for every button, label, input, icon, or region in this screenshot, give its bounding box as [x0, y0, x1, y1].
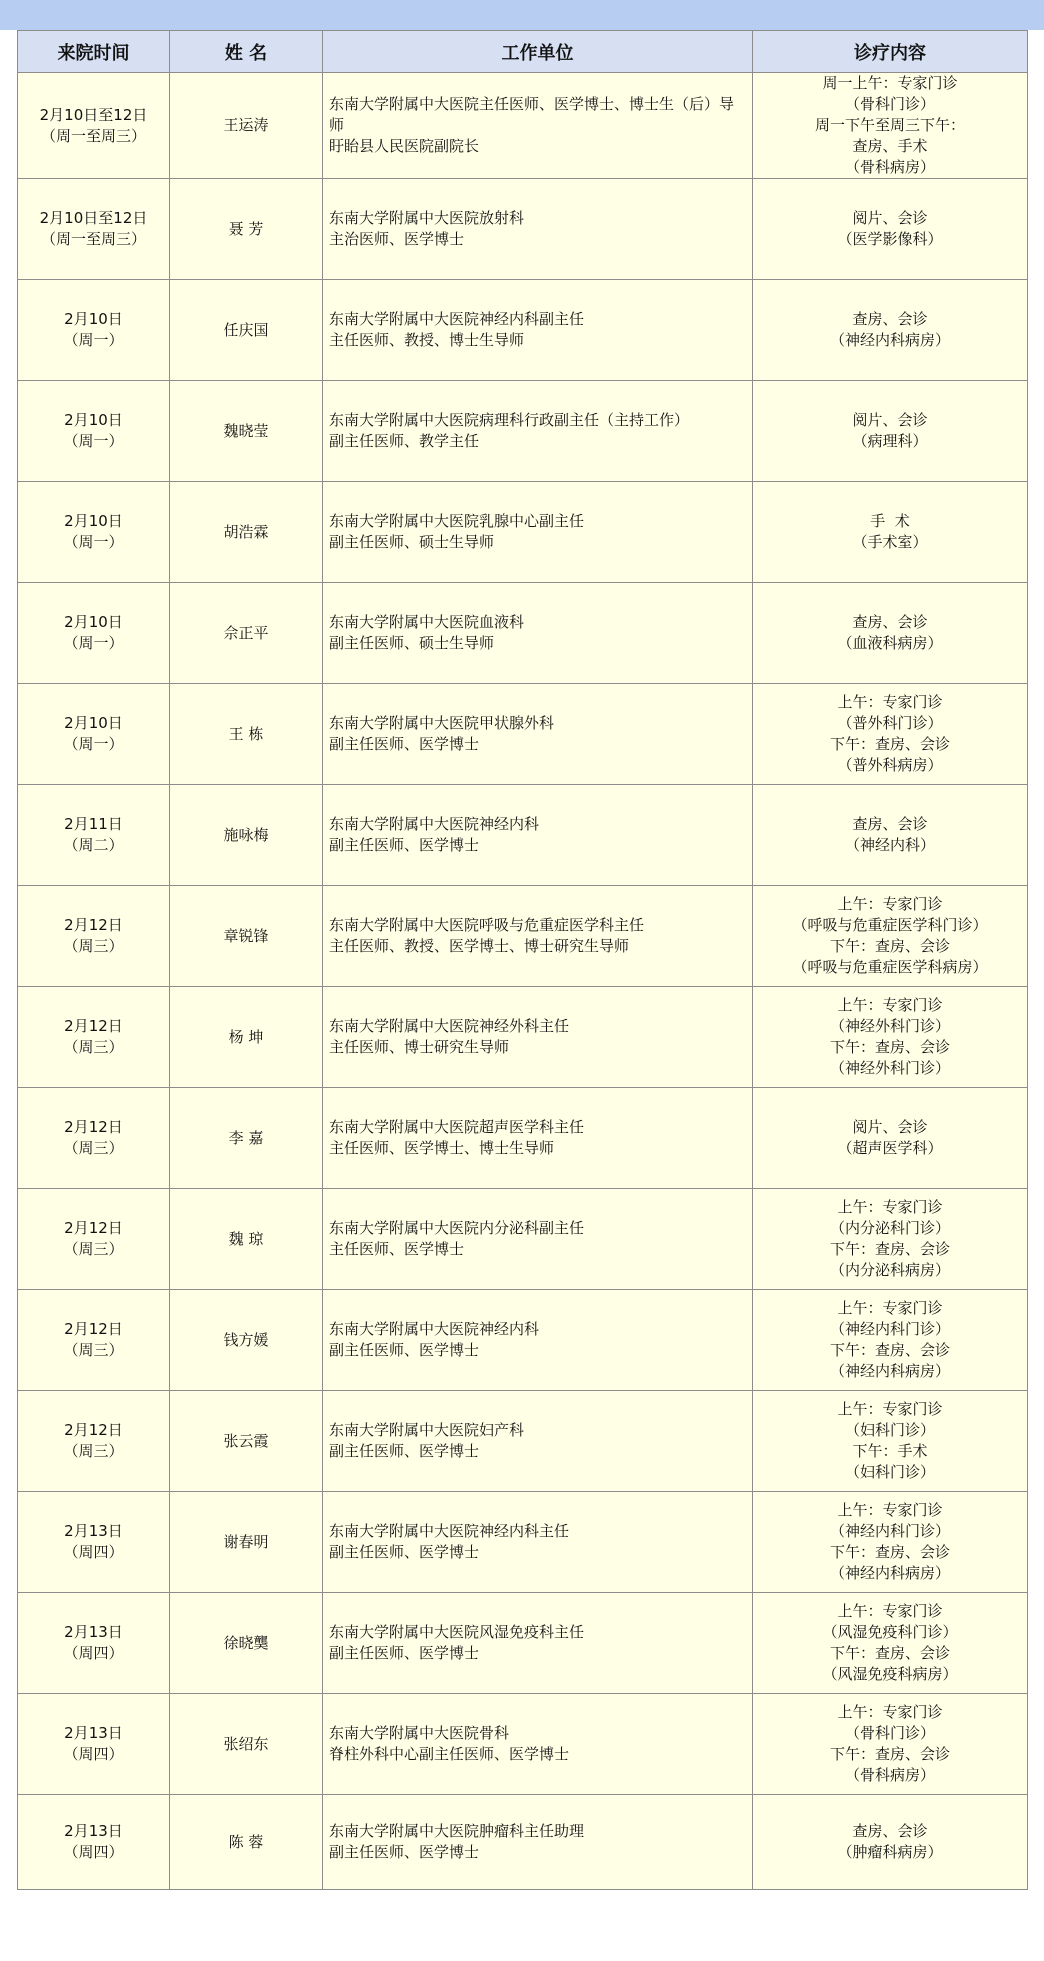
visit-time-cell-line: （周一） [63, 331, 124, 349]
treatment-cell-line: 查房、会诊 [852, 310, 928, 328]
visit-time-cell-line: （周二） [63, 836, 124, 854]
treatment-cell-line: 周一下午至周三下午： [814, 116, 965, 134]
treatment-cell-line: （呼吸与危重症医学科门诊） [792, 916, 988, 934]
treatment-cell-line: （风湿免疫科门诊） [822, 1623, 958, 1641]
work-unit-cell-line: 副主任医师、医学博士 [329, 1644, 480, 1662]
work-unit-cell-line: 东南大学附属中大医院内分泌科副主任 [329, 1219, 585, 1237]
visit-time-cell [18, 1391, 170, 1492]
doctor-name-cell: 任庆国 [170, 280, 323, 381]
treatment-cell [753, 280, 1028, 381]
work-unit-cell-line: 东南大学附属中大医院妇产科 [329, 1421, 525, 1439]
visit-time-cell-line: （周四） [63, 1644, 124, 1662]
work-unit-cell-line: 盱眙县人民医院副院长 [329, 137, 480, 155]
table-row [18, 684, 1028, 785]
work-unit-cell [323, 280, 753, 381]
work-unit-cell-line: 东南大学附属中大医院神经外科主任 [329, 1017, 570, 1035]
visit-time-cell-line: 2月10日 [64, 310, 123, 328]
work-unit-cell-line: 主任医师、博士研究生导师 [329, 1038, 510, 1056]
treatment-cell-line: 上午：专家门诊 [837, 895, 943, 913]
treatment-cell-line: （神经内科病房） [829, 1362, 950, 1380]
treatment-cell-line: 手 术 [870, 512, 910, 530]
work-unit-cell [323, 73, 753, 179]
visit-time-cell-line: 2月12日 [64, 1017, 123, 1035]
doctor-name-cell: 徐晓龑 [170, 1593, 323, 1694]
work-unit-cell-line: 副主任医师、硕士生导师 [329, 634, 495, 652]
visit-time-cell [18, 73, 170, 179]
treatment-cell-line: 下午：查房、会诊 [829, 1543, 950, 1561]
doctor-name-cell: 钱方媛 [170, 1290, 323, 1391]
treatment-cell-line: 上午：专家门诊 [837, 996, 943, 1014]
treatment-cell-line: （超声医学科） [837, 1139, 943, 1157]
visit-time-cell-line: 2月10日 [64, 714, 123, 732]
treatment-cell-line: （骨科病房） [844, 158, 935, 176]
treatment-cell-line: （手术室） [852, 533, 928, 551]
treatment-cell [753, 886, 1028, 987]
visit-time-cell [18, 583, 170, 684]
work-unit-cell-line: 东南大学附属中大医院风湿免疫科主任 [329, 1623, 585, 1641]
treatment-cell-line: 上午：专家门诊 [837, 1400, 943, 1418]
visit-time-cell-line: 2月12日 [64, 1320, 123, 1338]
visit-time-cell-line: 2月10日 [64, 512, 123, 530]
visit-time-cell [18, 280, 170, 381]
treatment-cell-line: （神经内科病房） [829, 1564, 950, 1582]
table-body [18, 73, 1028, 1890]
work-unit-cell [323, 583, 753, 684]
doctor-name-cell: 章锐锋 [170, 886, 323, 987]
doctor-name-cell: 魏 琼 [170, 1189, 323, 1290]
work-unit-cell [323, 179, 753, 280]
visit-time-cell-line: （周一） [63, 735, 124, 753]
work-unit-cell-line: 东南大学附属中大医院病理科行政副主任（主持工作） [329, 411, 690, 429]
treatment-cell [753, 785, 1028, 886]
treatment-cell-line: 周一上午：专家门诊 [822, 74, 958, 92]
work-unit-cell-line: 主任医师、教授、医学博士、博士研究生导师 [329, 937, 630, 955]
header-visit-time: 来院时间 [18, 31, 170, 73]
treatment-cell [753, 179, 1028, 280]
visit-time-cell [18, 1694, 170, 1795]
visit-time-cell [18, 684, 170, 785]
treatment-cell-line: 下午：查房、会诊 [829, 1240, 950, 1258]
work-unit-cell-line: 东南大学附属中大医院肿瘤科主任助理 [329, 1822, 585, 1840]
work-unit-cell [323, 1391, 753, 1492]
work-unit-cell-line: 东南大学附属中大医院神经内科 [329, 815, 540, 833]
treatment-cell-line: 上午：专家门诊 [837, 1703, 943, 1721]
treatment-cell-line: 上午：专家门诊 [837, 1198, 943, 1216]
visit-time-cell [18, 1492, 170, 1593]
treatment-cell-line: 阅片、会诊 [852, 1118, 928, 1136]
treatment-cell-line: （病理科） [852, 432, 928, 450]
treatment-cell-line: 上午：专家门诊 [837, 1602, 943, 1620]
doctor-name-cell: 聂 芳 [170, 179, 323, 280]
treatment-cell-line: 查房、会诊 [852, 815, 928, 833]
visit-time-cell [18, 1189, 170, 1290]
table-row [18, 785, 1028, 886]
work-unit-cell-line: 副主任医师、医学博士 [329, 1341, 480, 1359]
treatment-cell-line: 上午：专家门诊 [837, 1299, 943, 1317]
table-row [18, 987, 1028, 1088]
table-row [18, 1694, 1028, 1795]
visit-time-cell-line: 2月12日 [64, 1421, 123, 1439]
visit-time-cell-line: （周四） [63, 1745, 124, 1763]
top-banner [0, 0, 1044, 30]
work-unit-cell-line: 副主任医师、医学博士 [329, 1843, 480, 1861]
treatment-cell [753, 73, 1028, 179]
treatment-cell [753, 583, 1028, 684]
treatment-cell-line: 下午：查房、会诊 [829, 735, 950, 753]
table-row [18, 280, 1028, 381]
visit-time-cell-line: 2月13日 [64, 1623, 123, 1641]
visit-time-cell-line: （周一） [63, 432, 124, 450]
work-unit-cell-line: 主任医师、医学博士 [329, 1240, 465, 1258]
visit-time-cell-line: 2月13日 [64, 1522, 123, 1540]
table-row [18, 482, 1028, 583]
treatment-cell [753, 1795, 1028, 1890]
treatment-cell-line: （神经内科门诊） [829, 1320, 950, 1338]
treatment-cell-line: 下午：查房、会诊 [829, 1038, 950, 1056]
doctor-name-cell: 魏晓莹 [170, 381, 323, 482]
header-treatment: 诊疗内容 [753, 31, 1028, 73]
visit-time-cell-line: （周一） [63, 533, 124, 551]
visit-time-cell-line: （周一） [63, 634, 124, 652]
work-unit-cell-line: 主治医师、医学博士 [329, 230, 465, 248]
treatment-cell [753, 1593, 1028, 1694]
visit-time-cell-line: （周四） [63, 1843, 124, 1861]
work-unit-cell-line: 东南大学附属中大医院血液科 [329, 613, 525, 631]
treatment-cell-line: （神经外科门诊） [829, 1017, 950, 1035]
treatment-cell-line: （骨科病房） [844, 1766, 935, 1784]
visit-time-cell-line: 2月10日 [64, 613, 123, 631]
treatment-cell-line: 下午：查房、会诊 [829, 1745, 950, 1763]
work-unit-cell-line: 东南大学附属中大医院骨科 [329, 1724, 510, 1742]
visit-time-cell [18, 482, 170, 583]
table-row [18, 1593, 1028, 1694]
doctor-name-cell: 施咏梅 [170, 785, 323, 886]
visit-time-cell-line: （周三） [63, 937, 124, 955]
treatment-cell-line: 查房、会诊 [852, 613, 928, 631]
work-unit-cell [323, 1088, 753, 1189]
table-row [18, 179, 1028, 280]
header-name: 姓 名 [170, 31, 323, 73]
work-unit-cell [323, 1694, 753, 1795]
table-row [18, 1492, 1028, 1593]
visit-time-cell-line: 2月11日 [64, 815, 123, 833]
treatment-cell-line: （骨科门诊） [844, 95, 935, 113]
treatment-cell-line: （神经外科门诊） [829, 1059, 950, 1077]
table-row [18, 1189, 1028, 1290]
treatment-cell-line: （妇科门诊） [844, 1421, 935, 1439]
treatment-cell [753, 1189, 1028, 1290]
treatment-cell [753, 1088, 1028, 1189]
work-unit-cell-line: 东南大学附属中大医院放射科 [329, 209, 525, 227]
doctor-name-cell: 王运涛 [170, 73, 323, 179]
treatment-cell-line: （内分泌科病房） [829, 1261, 950, 1279]
doctor-name-cell: 张绍东 [170, 1694, 323, 1795]
treatment-cell [753, 1492, 1028, 1593]
visit-time-cell-line: （周三） [63, 1240, 124, 1258]
table-row [18, 1795, 1028, 1890]
treatment-cell [753, 987, 1028, 1088]
visit-time-cell-line: 2月13日 [64, 1822, 123, 1840]
work-unit-cell-line: 东南大学附属中大医院主任医师、医学博士、博士生（后）导师 [329, 95, 735, 134]
visit-time-cell-line: （周三） [63, 1139, 124, 1157]
visit-time-cell-line: 2月12日 [64, 1118, 123, 1136]
visit-time-cell [18, 987, 170, 1088]
visit-time-cell [18, 886, 170, 987]
schedule-table [17, 30, 1028, 1890]
work-unit-cell-line: 副主任医师、医学博士 [329, 735, 480, 753]
work-unit-cell-line: 副主任医师、硕士生导师 [329, 533, 495, 551]
treatment-cell-line: 阅片、会诊 [852, 411, 928, 429]
doctor-name-cell: 杨 坤 [170, 987, 323, 1088]
work-unit-cell [323, 1290, 753, 1391]
visit-time-cell-line: 2月10日 [64, 411, 123, 429]
work-unit-cell-line: 副主任医师、医学博士 [329, 1442, 480, 1460]
treatment-cell-line: （内分泌科门诊） [829, 1219, 950, 1237]
table-row [18, 73, 1028, 179]
visit-time-cell-line: （周四） [63, 1543, 124, 1561]
work-unit-cell [323, 482, 753, 583]
visit-time-cell-line: 2月10日至12日 [39, 209, 148, 227]
visit-time-cell-line: 2月13日 [64, 1724, 123, 1742]
visit-time-cell [18, 179, 170, 280]
work-unit-cell-line: 东南大学附属中大医院神经内科副主任 [329, 310, 585, 328]
visit-time-cell [18, 1593, 170, 1694]
treatment-cell [753, 1290, 1028, 1391]
work-unit-cell-line: 副主任医师、教学主任 [329, 432, 480, 450]
visit-time-cell-line: （周三） [63, 1442, 124, 1460]
doctor-name-cell: 李 嘉 [170, 1088, 323, 1189]
work-unit-cell-line: 东南大学附属中大医院神经内科主任 [329, 1522, 570, 1540]
header-work-unit: 工作单位 [323, 31, 753, 73]
treatment-cell [753, 482, 1028, 583]
table-row [18, 886, 1028, 987]
treatment-cell-line: （呼吸与危重症医学科病房） [792, 958, 988, 976]
work-unit-cell-line: 东南大学附属中大医院呼吸与危重症医学科主任 [329, 916, 645, 934]
work-unit-cell-line: 东南大学附属中大医院乳腺中心副主任 [329, 512, 585, 530]
table-row [18, 1391, 1028, 1492]
work-unit-cell-line: 东南大学附属中大医院神经内科 [329, 1320, 540, 1338]
treatment-cell-line: 查房、会诊 [852, 1822, 928, 1840]
treatment-cell-line: （风湿免疫科病房） [822, 1665, 958, 1683]
work-unit-cell-line: 副主任医师、医学博士 [329, 1543, 480, 1561]
work-unit-cell [323, 381, 753, 482]
work-unit-cell [323, 1593, 753, 1694]
table-header-row [18, 31, 1028, 73]
work-unit-cell [323, 1795, 753, 1890]
visit-time-cell-line: （周三） [63, 1341, 124, 1359]
work-unit-cell [323, 785, 753, 886]
treatment-cell-line: （神经内科） [844, 836, 935, 854]
visit-time-cell [18, 381, 170, 482]
visit-time-cell-line: 2月10日至12日 [39, 105, 148, 124]
treatment-cell-line: 阅片、会诊 [852, 209, 928, 227]
treatment-cell-line: 查房、手术 [852, 137, 928, 155]
visit-time-cell-line: （周三） [63, 1038, 124, 1056]
treatment-cell-line: （医学影像科） [837, 230, 943, 248]
visit-time-cell [18, 1290, 170, 1391]
treatment-cell-line: 下午：手术 [852, 1442, 928, 1460]
doctor-name-cell: 胡浩霖 [170, 482, 323, 583]
doctor-name-cell: 佘正平 [170, 583, 323, 684]
table-row [18, 583, 1028, 684]
treatment-cell-line: （血液科病房） [837, 634, 943, 652]
visit-time-cell [18, 1795, 170, 1890]
treatment-cell [753, 1694, 1028, 1795]
treatment-cell-line: （神经内科门诊） [829, 1522, 950, 1540]
treatment-cell [753, 1391, 1028, 1492]
work-unit-cell-line: 副主任医师、医学博士 [329, 836, 480, 854]
treatment-cell-line: （肿瘤科病房） [837, 1843, 943, 1861]
doctor-name-cell: 谢春明 [170, 1492, 323, 1593]
visit-time-cell-line: 2月12日 [64, 1219, 123, 1237]
treatment-cell-line: （普外科病房） [837, 756, 943, 774]
table-row [18, 381, 1028, 482]
treatment-cell-line: 下午：查房、会诊 [829, 1644, 950, 1662]
visit-time-cell-line: 2月12日 [64, 916, 123, 934]
work-unit-cell-line: 东南大学附属中大医院超声医学科主任 [329, 1118, 585, 1136]
work-unit-cell-line: 主任医师、教授、博士生导师 [329, 331, 525, 349]
table-row [18, 1088, 1028, 1189]
treatment-cell-line: （神经内科病房） [829, 331, 950, 349]
work-unit-cell [323, 684, 753, 785]
treatment-cell [753, 381, 1028, 482]
doctor-name-cell: 陈 蓉 [170, 1795, 323, 1890]
work-unit-cell-line: 脊柱外科中心副主任医师、医学博士 [329, 1745, 570, 1763]
treatment-cell-line: （骨科门诊） [844, 1724, 935, 1742]
doctor-name-cell: 王 栋 [170, 684, 323, 785]
work-unit-cell-line: 主任医师、医学博士、博士生导师 [329, 1139, 555, 1157]
work-unit-cell [323, 987, 753, 1088]
work-unit-cell [323, 886, 753, 987]
treatment-cell-line: （普外科门诊） [837, 714, 943, 732]
work-unit-cell [323, 1492, 753, 1593]
table-row [18, 1290, 1028, 1391]
work-unit-cell-line: 东南大学附属中大医院甲状腺外科 [329, 714, 555, 732]
treatment-cell-line: 下午：查房、会诊 [829, 1341, 950, 1359]
visit-time-cell [18, 785, 170, 886]
treatment-cell-line: 上午：专家门诊 [837, 1501, 943, 1519]
doctor-name-cell: 张云霞 [170, 1391, 323, 1492]
treatment-cell [753, 684, 1028, 785]
visit-time-cell-line: （周一至周三） [40, 126, 146, 145]
treatment-cell-line: 上午：专家门诊 [837, 693, 943, 711]
treatment-cell-line: 下午：查房、会诊 [829, 937, 950, 955]
treatment-cell-line: （妇科门诊） [844, 1463, 935, 1481]
work-unit-cell [323, 1189, 753, 1290]
visit-time-cell [18, 1088, 170, 1189]
visit-time-cell-line: （周一至周三） [40, 230, 146, 248]
